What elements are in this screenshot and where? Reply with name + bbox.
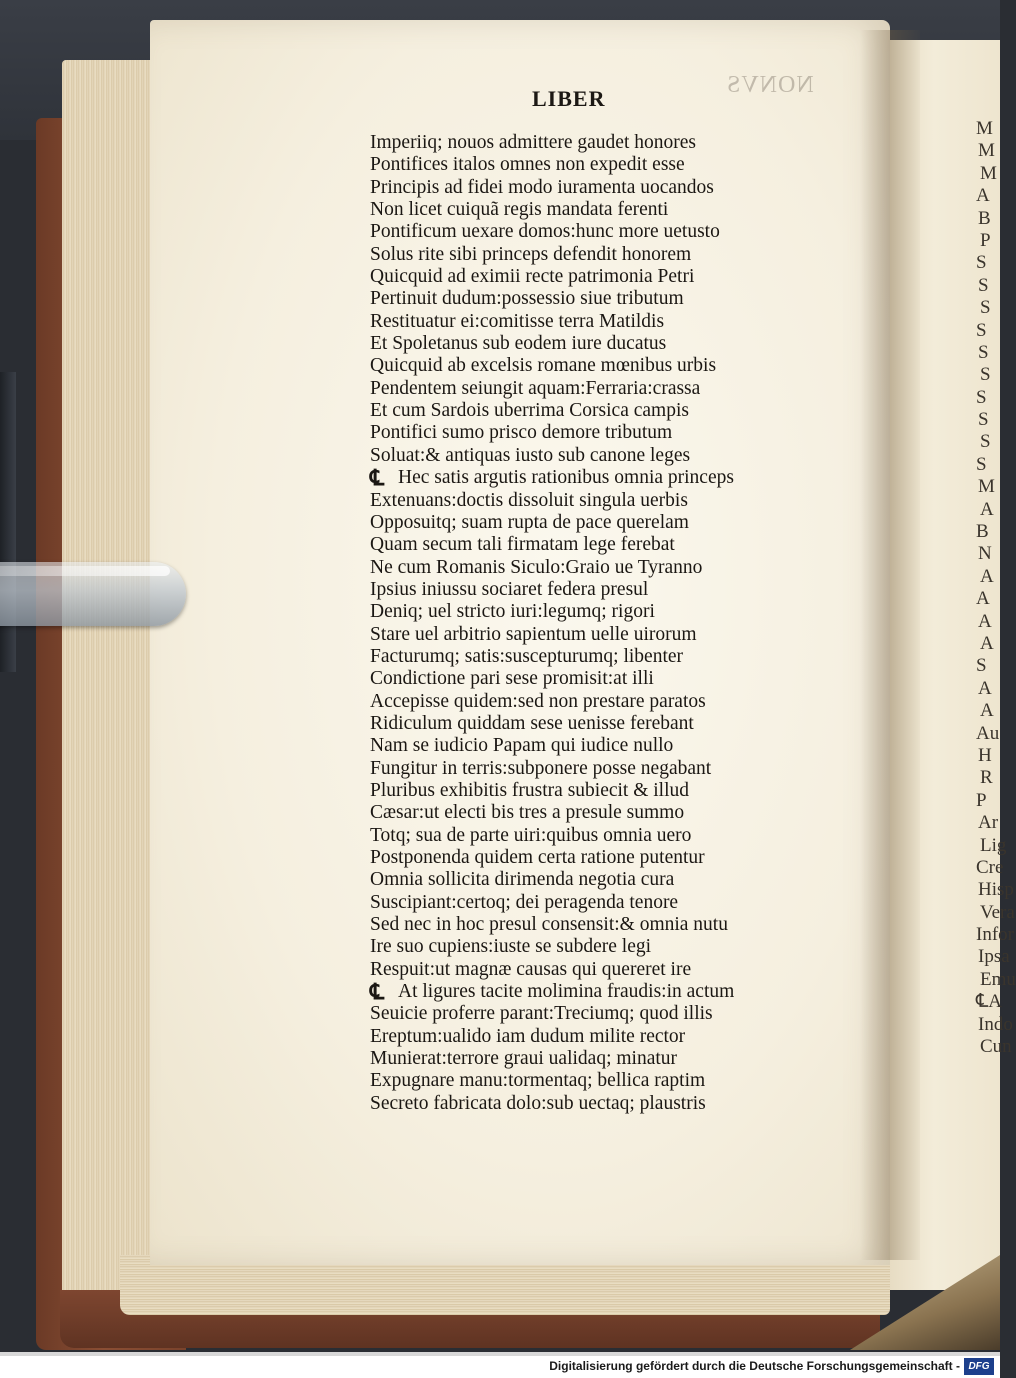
facing-line-fragment (898, 678, 1000, 700)
facing-line-text: M (980, 162, 997, 184)
text-line (370, 557, 790, 579)
text-line-content: Solus rite sibi princeps defendit honorem (370, 243, 692, 265)
facing-line-text: M (976, 118, 993, 139)
text-line (370, 735, 790, 757)
facing-line-fragment (898, 387, 1000, 409)
text-line-content: Opposuitq; suam rupta de pace querelam (370, 511, 689, 533)
text-line (370, 333, 790, 355)
facing-line-fragment (898, 297, 1000, 319)
text-line (370, 534, 790, 556)
text-line (370, 892, 790, 914)
text-line-content: Pertinuit dudum:possessio siue tributum (370, 288, 684, 310)
facing-line-text: M (978, 140, 995, 162)
text-line-content: Principis ad fidei modo iuramenta uocandos (370, 176, 714, 198)
text-line-content: Extenuans:doctis dissoluit singula uerbis (370, 489, 688, 511)
page-header: LIBER (532, 86, 606, 111)
text-line (370, 490, 790, 512)
text-line (370, 445, 790, 467)
text-line (370, 959, 790, 981)
facing-line-fragment (898, 991, 1000, 1013)
facing-line-fragment (898, 856, 1004, 879)
facing-line-fragment (898, 454, 1000, 476)
text-line-content: Expugnare manu:tormentaq; bellica raptim (370, 1070, 706, 1092)
page-holder-highlight (0, 566, 170, 576)
text-line-content: Quam secum tali firmatam lege ferebat (370, 534, 675, 556)
facing-line-fragment (898, 700, 1000, 722)
facing-line-text: H (978, 744, 992, 766)
facing-line-text: Emu (980, 968, 1016, 990)
page-holder-arm (0, 372, 16, 672)
text-line-content: Stare uel arbitrio sapientum uelle uirorum (370, 623, 697, 645)
facing-page-text (898, 118, 1016, 1058)
text-line (370, 825, 790, 847)
text-line (370, 311, 790, 333)
text-line (370, 668, 790, 690)
text-line (370, 579, 790, 601)
text-line (370, 758, 790, 780)
text-line-content: Pontificum uexare domos:hunc more uetusto (370, 221, 720, 243)
text-line-content: Quicquid ab excelsis romane mœnibus urbis (370, 355, 717, 377)
text-line-content: Suscipiant:certoq; dei peragenda tenore (370, 891, 679, 913)
facing-line-fragment (898, 767, 1000, 789)
text-line-content: Condictione pari sese promisit:at illi (370, 668, 654, 690)
text-line-content: Ire suo cupiens:iuste se subdere legi (370, 936, 652, 958)
facing-line-text: A (978, 610, 992, 632)
text-line-content: Et Spoletanus sub eodem iure ducatus (370, 333, 667, 355)
text-column (370, 132, 790, 1115)
text-line (370, 802, 790, 824)
text-line-content: Non licet cuiquã regis mandata ferenti (370, 199, 669, 221)
text-line (370, 221, 790, 243)
facing-line-fragment (898, 275, 1000, 297)
facing-line-text: S (978, 274, 989, 296)
facing-line-fragment (898, 655, 1000, 677)
facing-line-fragment (898, 745, 1000, 767)
text-line (370, 601, 790, 623)
facing-line-text: Au (976, 722, 1000, 744)
text-line (370, 1048, 790, 1070)
facing-line-fragment (898, 499, 1000, 521)
facing-line-text: S (980, 364, 991, 386)
facing-line-text: S (978, 409, 989, 431)
facing-line-text: S (978, 341, 989, 363)
text-line (370, 154, 790, 176)
text-line-content: Seuicie proferre parant:Treciumq; quod illis (370, 1003, 713, 1025)
paragraph-mark-icon: ℄ (370, 465, 385, 492)
text-line-content: Respuit:ut magnæ causas qui quereret ire (370, 958, 692, 980)
facing-line-fragment (898, 342, 1000, 364)
text-line (370, 1070, 790, 1092)
facing-line-text: A (976, 185, 990, 207)
facing-line-text: R (980, 767, 993, 789)
text-line-content: Pontifici sumo prisco demore tributum (370, 422, 673, 444)
facing-line-fragment (898, 118, 1000, 140)
text-line-content: Et cum Sardois uberrima Corsica campis (370, 400, 689, 422)
text-line-content: Restituatur ei:comitisse terra Matildis (370, 310, 665, 332)
facing-line-fragment (898, 230, 1000, 252)
text-line (370, 847, 790, 869)
text-line-content: Totq; sua de parte uiri:quibus omnia uero (370, 824, 692, 846)
text-line-content: Ereptum:ualido iam dudum milite rector (370, 1025, 686, 1047)
facing-line-text: A (976, 588, 990, 610)
text-line (370, 780, 790, 802)
facing-line-fragment (898, 566, 1000, 588)
facing-line-fragment (898, 1036, 1012, 1058)
text-line-content: Cæsar:ut electi bis tres a presule summo (370, 802, 685, 824)
facing-line-text: Hisp (978, 879, 1014, 901)
facing-line-text: A (978, 677, 992, 699)
text-line-content: Nam se iudicio Papam qui iudice nullo (370, 735, 674, 757)
text-line-content: Fungitur in terris:subponere posse negabant (370, 757, 712, 779)
text-line (370, 378, 790, 400)
facing-line-fragment (898, 924, 1014, 946)
facing-line-text: P (976, 789, 987, 811)
facing-line-fragment (898, 588, 1000, 610)
facing-line-text: P (980, 229, 991, 251)
facing-line-text: A (980, 498, 994, 520)
footer-credit: Digitalisierung gefördert durch die Deutsche Forschungsgemeinschaft - (549, 1359, 960, 1373)
facing-line-text: S (976, 655, 987, 677)
facing-line-fragment (898, 879, 1014, 901)
facing-line-fragment (898, 790, 1000, 812)
text-line-content: Pontifices italos omnes non expedit esse (370, 154, 685, 176)
text-line (370, 914, 790, 936)
text-line-content: Facturumq; satis:suscepturumq; libenter (370, 645, 684, 667)
text-line-content: Quicquid ad eximii recte patrimonia Petri (370, 266, 695, 288)
text-line (370, 512, 790, 534)
facing-line-text: A (980, 700, 994, 722)
facing-line-fragment (898, 812, 1000, 834)
facing-line-text: S (976, 319, 987, 341)
facing-line-text: Indo (978, 1013, 1013, 1035)
text-line (370, 199, 790, 221)
facing-line-text: Ar (978, 812, 999, 834)
facing-line-text: Vera (980, 901, 1015, 923)
facing-line-text: ℄A (976, 991, 1002, 1013)
text-line-content: Ridiculum quiddam sese uenisse ferebant (370, 712, 694, 734)
text-line (370, 869, 790, 891)
facing-line-fragment (898, 185, 1000, 207)
text-line-content: Ne cum Romanis Siculo:Graio ue Tyranno (370, 556, 703, 578)
facing-line-text: S (976, 386, 987, 408)
text-line-content: Accepisse quidem:sed non prestare paratos (370, 690, 706, 712)
facing-line-fragment (898, 409, 1000, 431)
facing-line-fragment (898, 320, 1000, 342)
facing-line-fragment (898, 946, 1010, 968)
facing-line-text: S (976, 252, 987, 274)
facing-line-fragment (898, 901, 1015, 924)
text-line-content: Omnia sollicita dirimenda negotia cura (370, 869, 675, 891)
text-line (370, 132, 790, 154)
facing-line-fragment (898, 633, 1000, 655)
text-line (370, 624, 790, 646)
text-line (370, 1026, 790, 1048)
text-line-content: Ipsius iniussu sociaret federa presul (370, 578, 649, 600)
footer-bar (0, 1356, 1000, 1378)
facing-line-fragment (898, 252, 1000, 274)
text-line (370, 646, 790, 668)
facing-line-text: M (978, 476, 995, 498)
facing-line-text: Ipsa (978, 946, 1010, 968)
facing-line-text: B (978, 207, 991, 229)
facing-line-text: S (980, 297, 991, 319)
paragraph-mark-icon: ℄ (370, 979, 385, 1006)
facing-line-fragment (898, 834, 1007, 857)
facing-line-fragment (898, 543, 1000, 565)
facing-line-fragment (898, 163, 1000, 185)
facing-header-showthrough: NONVS (726, 72, 814, 98)
facing-line-text: Cun (980, 1036, 1012, 1058)
text-line-content: Pendentem seiungit aquam:Ferraria:crassa (370, 377, 701, 399)
facing-line-fragment (898, 431, 1000, 453)
facing-line-fragment (898, 723, 1000, 745)
text-line (370, 244, 790, 266)
text-line-content: Postponenda quidem certa ratione putentur (370, 847, 705, 868)
text-line-content: Deniq; uel stricto iuri:legumq; rigori (370, 601, 655, 623)
facing-line-fragment (898, 521, 1000, 543)
facing-line-text: A (980, 565, 994, 587)
text-line (370, 266, 790, 288)
facing-line-fragment (898, 140, 1000, 162)
text-line (370, 465, 790, 492)
facing-line-fragment (898, 364, 1000, 386)
facing-line-text: Lig (980, 834, 1007, 856)
facing-line-fragment (898, 968, 1016, 991)
facing-line-text: Cre (976, 856, 1004, 878)
text-line (370, 177, 790, 199)
facing-line-fragment (898, 476, 1000, 498)
text-line-content: Sed nec in hoc presul consensit:& omnia nutu (370, 914, 728, 936)
text-line (370, 288, 790, 310)
text-line (370, 1093, 790, 1115)
text-line-content: At ligures tacite molimina fraudis:in actum (398, 981, 735, 1003)
facing-line-text: S (980, 431, 991, 453)
facing-line-fragment (898, 611, 1000, 633)
text-line-content: Pluribus exhibitis frustra subiecit & illud (370, 779, 690, 801)
text-line-content: Imperiiq; nouos admittere gaudet honores (370, 132, 696, 153)
text-line-content: Munierat:terrore graui ualidaq; minatur (370, 1048, 678, 1070)
text-line (370, 422, 790, 444)
text-line (370, 691, 790, 713)
text-line (370, 400, 790, 422)
text-line (370, 936, 790, 958)
text-line (370, 979, 790, 1006)
facing-line-text: Infor (976, 924, 1014, 946)
text-line (370, 713, 790, 735)
dfg-logo-icon: DFG (964, 1358, 994, 1375)
text-line-content: Soluat:& antiquas iusto sub canone leges (370, 444, 691, 466)
text-line-content: Hec satis argutis rationibus omnia princeps (398, 467, 734, 489)
facing-line-text: B (976, 521, 989, 543)
facing-line-text: S (976, 453, 987, 475)
facing-line-fragment (898, 1013, 1013, 1036)
text-line (370, 1003, 790, 1025)
text-line-content: Secreto fabricata dolo:sub uectaq; plaustris (370, 1092, 706, 1114)
facing-line-text: A (980, 632, 994, 654)
facing-line-fragment (898, 208, 1000, 230)
facing-line-text: N (978, 543, 992, 565)
text-line (370, 355, 790, 377)
